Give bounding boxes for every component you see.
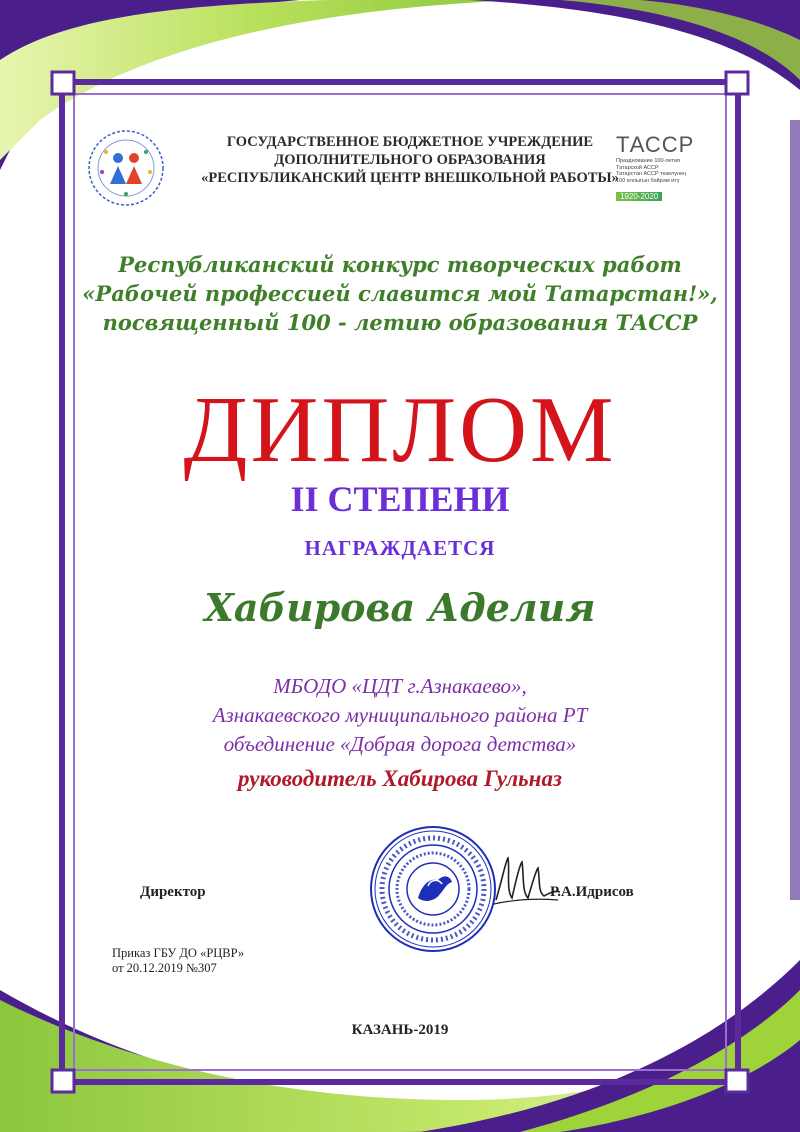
official-seal-icon	[368, 824, 498, 954]
tassr-logo-title: ТАССР	[616, 132, 695, 157]
awarded-label: НАГРАЖДАЕТСЯ	[304, 536, 496, 560]
order-reference	[112, 946, 244, 976]
header-line-3: «РЕСПУБЛИКАНСКИЙ ЦЕНТР ВНЕШКОЛЬНОЙ РАБОТЫ»	[201, 170, 619, 186]
tassr-logo-years: 1920-2020	[616, 192, 662, 201]
order-line-1: Приказ ГБУ ДО «РЦВР»	[112, 946, 245, 960]
org-line-3: объединение «Добрая дорога детства»	[223, 732, 577, 756]
order-line-2: от 20.12.2019 №307	[112, 961, 217, 975]
tassr-logo-line-2: Татарской АССР	[616, 164, 659, 171]
recipient-name: Хабирова Аделия	[204, 585, 596, 630]
contest-line-2: «Рабочей профессией славится мой Татарстан!»,	[82, 281, 718, 306]
tassr-logo	[616, 132, 716, 201]
director-name: Р.А.Идрисов	[550, 884, 634, 900]
diploma-degree: II СТЕПЕНИ	[290, 479, 510, 519]
contest-line-3: посвященный 100 - летию образования ТАССР	[102, 310, 698, 335]
org-line-2: Азнакаевского муниципального района РТ	[212, 703, 588, 727]
header-line-1: ГОСУДАРСТВЕННОЕ БЮДЖЕТНОЕ УЧРЕЖДЕНИЕ	[226, 134, 594, 150]
diploma-title: ДИПЛОМ	[183, 378, 617, 482]
contest-line-1: Республиканский конкурс творческих работ	[118, 252, 682, 277]
city-year: КАЗАНЬ-2019	[351, 1022, 449, 1038]
director-label: Директор	[140, 884, 206, 900]
tassr-logo-line-1: Празднование 100-летия	[616, 158, 680, 164]
handwritten-signature-icon	[492, 850, 562, 910]
org-line-1: МБОДО «ЦДТ г.Азнакаево»,	[273, 674, 527, 698]
organization-block	[0, 672, 800, 759]
children-emblem-icon	[86, 128, 166, 208]
leader-line: руководитель Хабирова Гульназ	[238, 766, 562, 791]
contest-title	[0, 250, 800, 337]
header-line-2: ДОПОЛНИТЕЛЬНОГО ОБРАЗОВАНИЯ	[274, 152, 546, 168]
tassr-logo-line-3: Татарстан АССР төзелүнең	[616, 171, 687, 177]
tassr-logo-line-4: 100 еллыгын бәйрәм итү	[616, 177, 680, 184]
institution-header	[200, 133, 620, 187]
